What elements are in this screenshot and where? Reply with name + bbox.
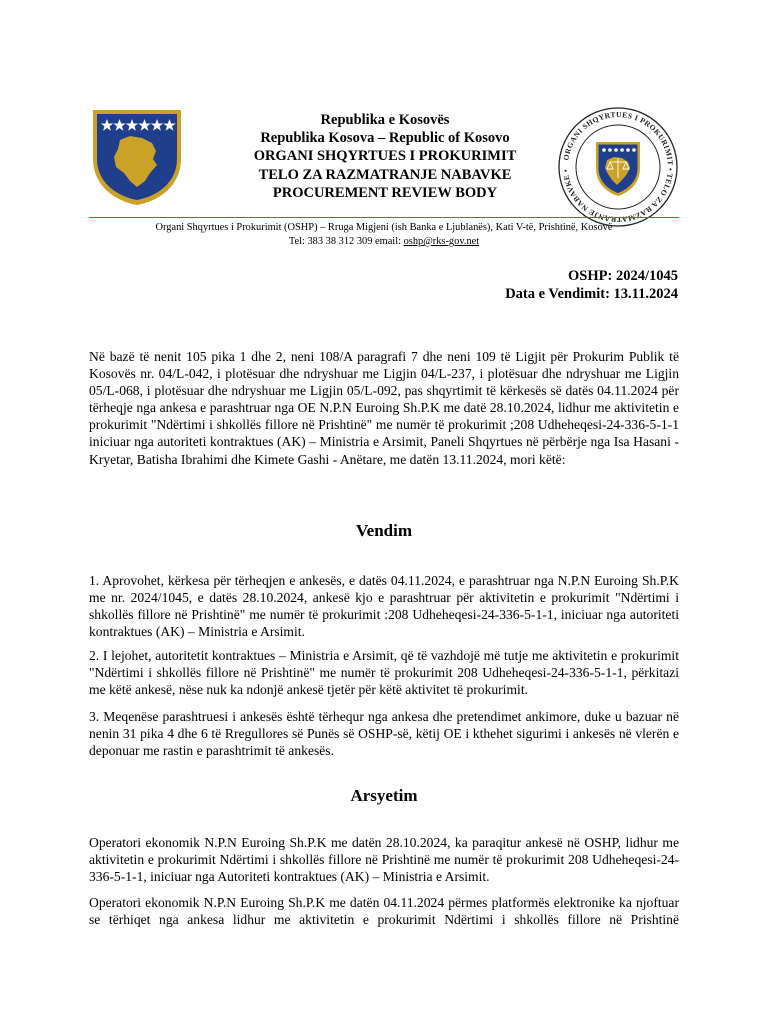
header-divider bbox=[89, 217, 679, 218]
decision-number: OSHP: 2024/1045 bbox=[568, 268, 678, 284]
kosovo-coat-of-arms-logo bbox=[90, 107, 184, 207]
oshp-seal-logo bbox=[556, 106, 680, 228]
vendim-point-2: 2. I lejohet, autoritetit kontraktues – Ministria e Arsimit, që të vazhdojë më tutje me aktivitetin e prokurimit "Ndërtimi i shkollës fillore në Prishtinë" me numër të prokurimit 208 Udheheqesi-24-336-5-1-1, përkitazi me këtë ankesë, nëse nuk ka ndonjë ankesë tjetër për këtë aktivitet të prokurimit. bbox=[89, 648, 679, 698]
svg-text:ORGANI SHQYRTUES I PROKURIMIT: ORGANI SHQYRTUES I PROKURIMIT • TELO ZA RAZMATRANJE NABAVKE • bbox=[561, 109, 676, 225]
vendim-heading: Vendim bbox=[355, 521, 413, 540]
arsyetim-paragraph-2: Operatori ekonomik N.P.N Euroing Sh.P.K me datën 04.11.2024 përmes platformës elektronike ka njoftuar se tërhiqet nga ankesa lidhur me aktivitetin e prokurimit Ndërtimi i shkollës fillore në Prishtinë bbox=[89, 895, 679, 928]
contact-line bbox=[89, 235, 679, 249]
address-line: Organi Shqyrtues i Prokurimit (OSHP) – Rruga Migjeni (ish Banka e Ljublanës), Kati V-të, Prishtinë, Kosovë bbox=[155, 222, 613, 233]
decision-date: Data e Vendimit: 13.11.2024 bbox=[505, 286, 678, 302]
header-line-republika-e-kosoves: Republika e Kosovës bbox=[320, 112, 450, 128]
address-block bbox=[89, 221, 679, 249]
header-line-telo-za-razmatranje: TELO ZA RAZMATRANJE NABAVKE bbox=[258, 166, 512, 183]
decision-reference bbox=[505, 267, 678, 303]
arsyetim-heading: Arsyetim bbox=[350, 786, 418, 805]
header-institution-block bbox=[220, 111, 550, 202]
contact-phone-text: Tel: 383 38 312 309 email: bbox=[288, 236, 404, 247]
header-line-republic-of-kosovo: Republika Kosova – Republic of Kosovo bbox=[260, 130, 510, 147]
header-line-procurement-review-body: PROCUREMENT REVIEW BODY bbox=[272, 184, 498, 201]
vendim-point-1: 1. Aprovohet, kërkesa për tërheqjen e ankesës, e datës 04.11.2024, e parashtruar nga N.P.N Euroing Sh.P.K me nr. 2024/1045, e datës 28.10.2024, ankesë kjo e parashtruar për aktivitetin e prokurimit "Ndërtimi i shkollës fillore në Prishtinë" me numër të prokurimit :208 Udheheqesi-24-336-5-1-1, iniciuar nga autoriteti kontraktues (AK) – Ministria e Arsimit. bbox=[89, 573, 679, 640]
vendim-point-3: 3. Meqenëse parashtruesi i ankesës është tërhequr nga ankesa dhe pretendimet ankimore, duke u bazuar në nenin 31 pika 4 dhe 6 të Rregullores së Punës së OSHP-së, këtij OE i kthehet sigurimi i ankesës në vlerën e deponuar me rastin e parashtrimit të ankesës. bbox=[89, 709, 679, 759]
arsyetim-paragraph-1: Operatori ekonomik N.P.N Euroing Sh.P.K me datën 28.10.2024, ka paraqitur ankesë në OSHP, lidhur me aktivitetin e prokurimit Ndërtimi i shkollës fillore në Prishtinë me numër të prokurimit 208 Udheheqesi-24-336-5-1-1, iniciuar nga Autoriteti kontraktues (AK) – Ministria e Arsimit. bbox=[89, 835, 679, 885]
intro-paragraph: Në bazë të nenit 105 pika 1 dhe 2, neni 108/A paragrafi 7 dhe neni 109 të Ligjit për Prokurim Publik të Kosovës nr. 04/L-042, i plotësuar dhe ndryshuar me Ligjin 04/L-237, i plotësuar dhe ndryshuar me Ligjin 05/L-068, i plotësuar dhe ndryshuar me Ligjin 05/L-092, pas shqyrtimit të kërkesës së datës 04.11.2024 për tërheqje nga ankesa e parashtruar nga OE N.P.N Euroing Sh.P.K me datë 28.10.2024, lidhur me aktivitetin e prokurimit "Ndërtimi i shkollës fillore në Prishtinë" me numër të prokurimit ;208 Udheheqesi-24-336-5-1-1 iniciuar nga autoriteti kontraktues (AK) – Ministria e Arsimit, Paneli Shqyrtues në përbërje nga Isa Hasani - Kryetar, Batisha Ibrahimi dhe Kimete Gashi - Anëtare, me datën 13.11.2024, mori këtë: bbox=[89, 349, 679, 467]
email-link[interactable]: oshp@rks-gov.net bbox=[403, 236, 480, 247]
header-line-organi-shqyrtues: ORGANI SHQYRTUES I PROKURIMIT bbox=[253, 148, 517, 165]
